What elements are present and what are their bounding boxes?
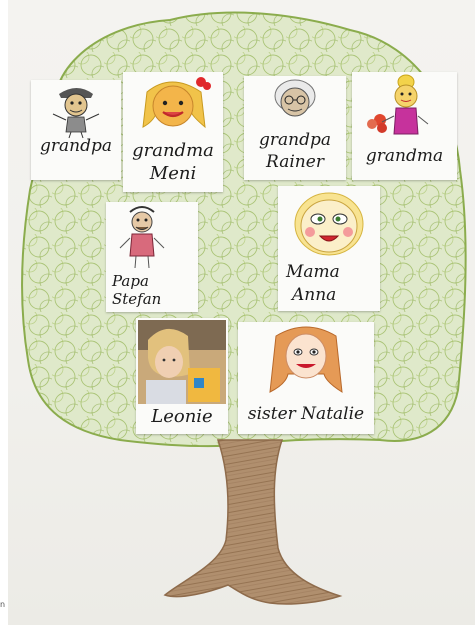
card-grandpa-rainer — [244, 76, 346, 180]
card-grandma-meni — [123, 72, 223, 192]
card-grandma-right — [352, 72, 457, 180]
card-label-line1: grandpa — [259, 130, 331, 150]
card-label-line2: Stefan — [112, 290, 162, 308]
card-papa-stefan — [106, 202, 198, 312]
card-grandpa-left — [31, 80, 121, 180]
card-label-line1: Papa — [112, 272, 149, 290]
card-sister-natalie — [238, 322, 374, 434]
corner-mark: n — [0, 600, 6, 609]
card-label-line1: grandma — [132, 140, 214, 161]
card-label-line2: Anna — [292, 285, 337, 305]
card-label: sister Natalie — [247, 404, 365, 424]
card-label: grandpa — [40, 136, 112, 156]
tree-trunk — [165, 440, 340, 604]
card-leonie — [136, 318, 228, 434]
card-label: Leonie — [151, 406, 213, 427]
card-label: grandma — [365, 146, 444, 166]
grandpa-drawing — [31, 80, 121, 180]
card-label-line2: Meni — [149, 163, 197, 184]
card-label-line1: Mama — [286, 262, 340, 282]
card-mama-anna — [278, 186, 380, 311]
card-label-line2: Rainer — [266, 152, 324, 172]
